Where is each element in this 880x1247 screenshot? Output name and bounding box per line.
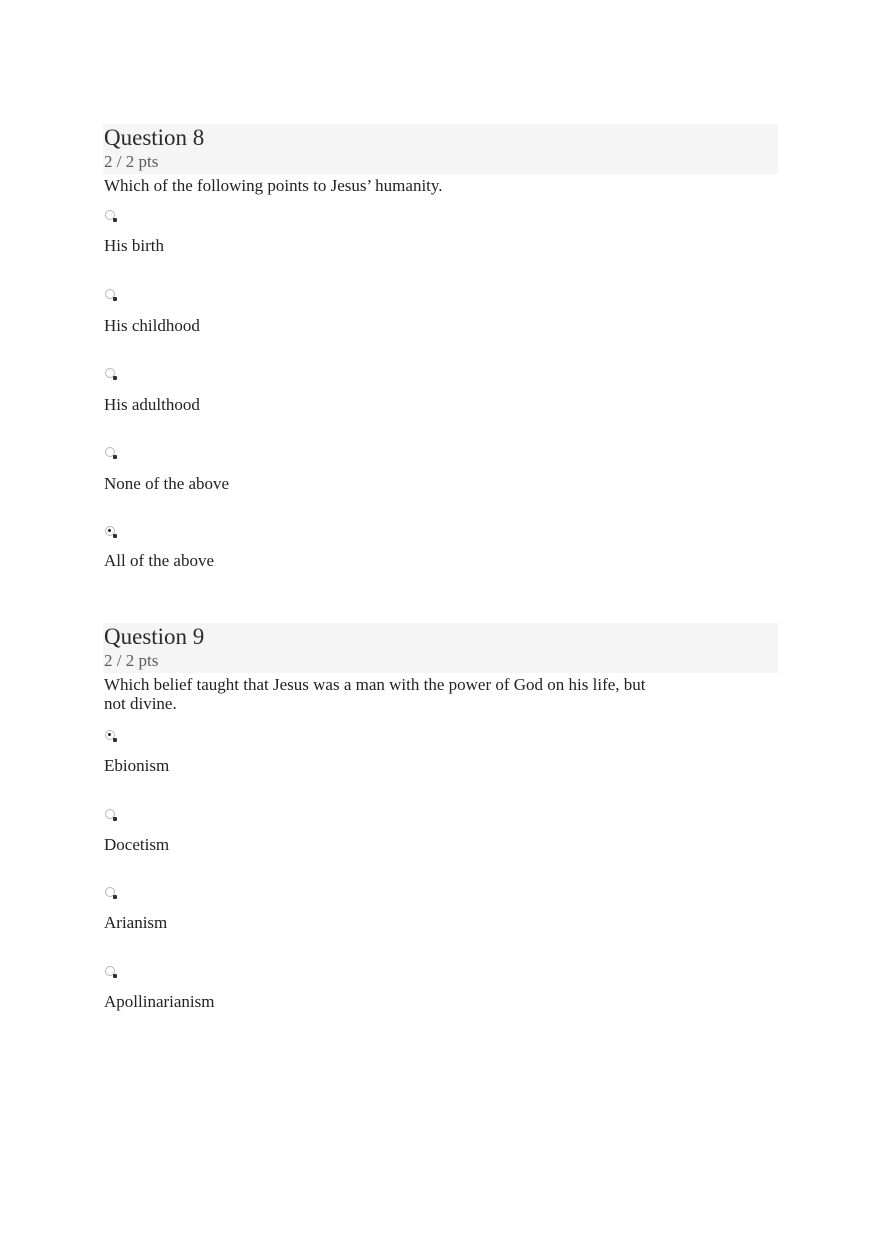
question-9	[103, 623, 778, 1011]
answer-label: His birth	[104, 236, 164, 255]
radio-button[interactable]	[105, 966, 115, 976]
question-8	[103, 124, 778, 570]
question-header	[103, 623, 778, 673]
answer-label: Ebionism	[104, 756, 170, 775]
answer-label: His childhood	[104, 316, 200, 335]
radio-button-selected[interactable]	[105, 526, 115, 536]
radio-button[interactable]	[105, 368, 115, 378]
question-header	[103, 124, 778, 174]
answer-label: His adulthood	[104, 395, 200, 414]
question-text: Which of the following points to Jesus’ humanity.	[104, 176, 443, 195]
radio-button[interactable]	[105, 289, 115, 299]
radio-button[interactable]	[105, 447, 115, 457]
answer-label: Arianism	[104, 913, 168, 932]
radio-button[interactable]	[105, 210, 115, 220]
question-title: Question 8	[104, 125, 205, 150]
radio-button[interactable]	[105, 887, 115, 897]
answer-label: Apollinarianism	[104, 992, 215, 1011]
question-text: Which belief taught that Jesus was a man with the power of God on his life, but not divine.	[104, 675, 646, 713]
answer-label: Docetism	[104, 835, 170, 854]
question-title: Question 9	[104, 624, 205, 649]
answer-label: None of the above	[104, 474, 230, 493]
answer-label: All of the above	[104, 551, 214, 570]
question-points: 2 / 2 pts	[104, 152, 159, 171]
radio-button-selected[interactable]	[105, 730, 115, 740]
radio-button[interactable]	[105, 809, 115, 819]
question-points: 2 / 2 pts	[104, 651, 159, 670]
